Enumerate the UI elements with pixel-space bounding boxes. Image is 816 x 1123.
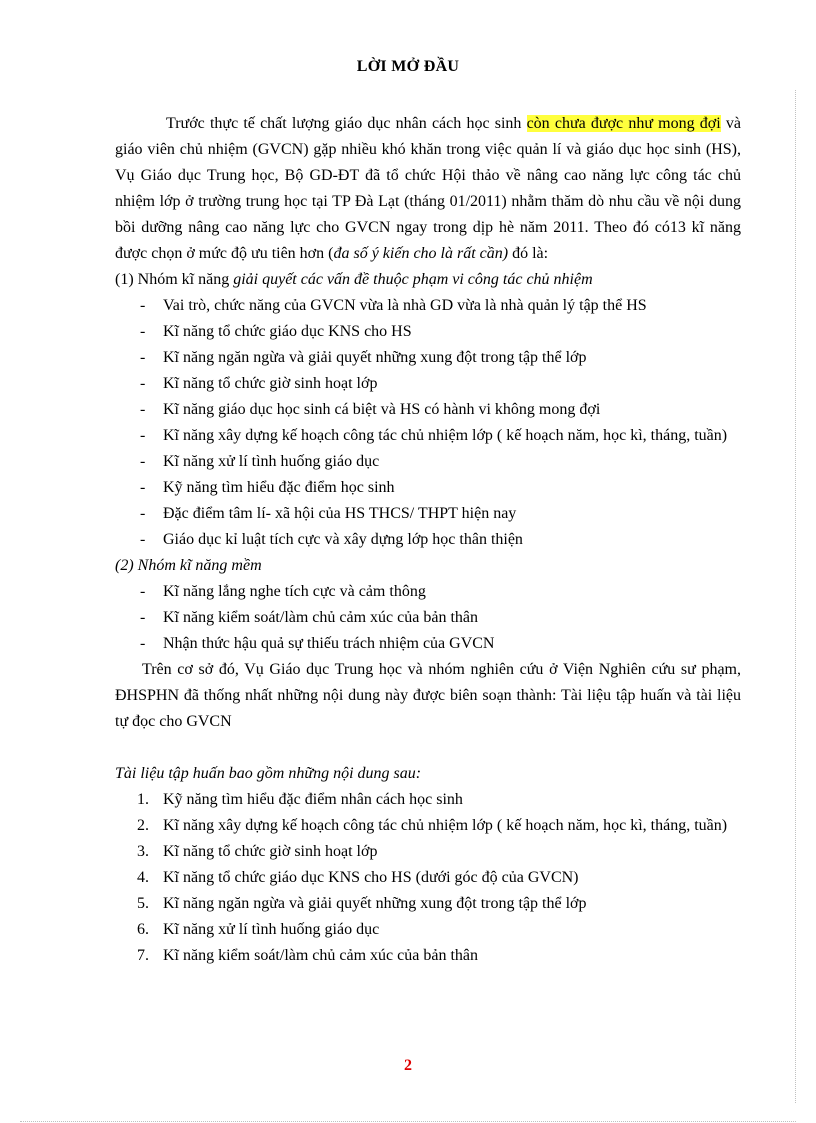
list-item-text: Đặc điểm tâm lí- xã hội của HS THCS/ THPT hiện nay [163,505,517,522]
list-item [115,605,741,631]
list-item [115,397,741,423]
list-item-text: Kĩ năng xây dựng kế hoạch công tác chủ nhiệm lớp ( kế hoạch năm, học kì, tháng, tuần) [163,427,728,444]
group2-heading [115,553,741,579]
dash-marker: - [140,401,146,418]
list-item [115,917,741,943]
list-item-text: Vai trò, chức năng của GVCN vừa là nhà GD vừa là nhà quản lý tập thể HS [163,297,647,314]
dash-marker: - [140,531,146,548]
page-number: 2 [404,1057,412,1074]
list-item-text: Kĩ năng ngăn ngừa và giải quyết những xung đột trong tập thể lớp [163,895,587,912]
continuation-paragraph: Trên cơ sở đó, Vụ Giáo dục Trung học và nhóm nghiên cứu ở Viện Nghiên cứu sư phạm, ĐHSPHN đã thống nhất những nội dung này được biên soạn thành: Tài liệu tập huấn và tài liệu tự đọc cho GVCN [115,661,741,730]
list-item [115,839,741,865]
list-item-text: Kĩ năng tổ chức giáo dục KNS cho HS [163,323,412,340]
group2-list [115,579,741,657]
highlighted-text: còn chưa được như mong đợi [526,115,721,132]
list-item [115,501,741,527]
intro-text-end: đó là: [508,245,549,262]
training-docs-heading: Tài liệu tập huấn bao gồm những nội dung sau: [115,765,422,782]
list-item-text: Kĩ năng giáo dục học sinh cá biệt và HS có hành vi không mong đợi [163,401,601,418]
page-margin-guide-right [795,90,796,1103]
list-item [115,813,741,839]
intro-italic-text: đa số ý kiến cho là rất cần) [333,245,509,262]
list-item-text: Kĩ năng kiểm soát/làm chủ cảm xúc của bản thân [163,609,479,626]
list-number: 3. [137,843,149,860]
dash-marker: - [140,635,146,652]
list-number: 7. [137,947,149,964]
dash-marker: - [140,427,146,444]
group2-heading-text: (2) Nhóm kĩ năng mềm [115,557,262,574]
list-item-text: Kĩ năng xử lí tình huống giáo dục [163,921,380,938]
list-item [115,449,741,475]
dash-marker: - [140,505,146,522]
intro-paragraph [115,111,741,267]
dash-marker: - [140,609,146,626]
list-number: 2. [137,817,149,834]
list-item-text: Nhận thức hậu quả sự thiếu trách nhiệm của GVCN [163,635,495,652]
intro-text-middle: và giáo viên chủ nhiệm (GVCN) gặp nhiều khó khăn trong việc quản lí và giáo dục học sinh (HS), Vụ Giáo dục Trung học, Bộ GD-ĐT đã tổ chức Hội thảo về nâng cao năng lực công tác chủ nhiệm lớp ở trường trung học tại TP Đà Lạt (tháng 01/2011) nhằm thăm dò nhu cầu về nội dung bồi dưỡng nâng cao năng lực cho GVCN ngay trong dịp hè năm 2011. Theo đó có13 kĩ năng được chọn ở mức độ ưu tiên hơn ( [115,115,742,262]
list-item [115,631,741,657]
group1-heading [115,267,741,293]
list-item [115,943,741,969]
page-title: LỜI MỞ ĐẦU [356,58,460,75]
group1-heading-prefix: (1) Nhóm kĩ năng [115,271,234,288]
list-number: 1. [137,791,149,808]
list-item-text: Kỹ năng tìm hiểu đặc điểm học sinh [163,479,395,496]
list-item-text: Kĩ năng kiểm soát/làm chủ cảm xúc của bản thân [163,947,479,964]
dash-marker: - [140,479,146,496]
list-item [115,865,741,891]
list-item [115,475,741,501]
document-body [115,111,741,969]
group1-list [115,293,741,553]
list-item [115,891,741,917]
list-item-text: Kĩ năng ngăn ngừa và giải quyết những xung đột trong tập thể lớp [163,349,587,366]
list-item-text: Kĩ năng tổ chức giờ sinh hoạt lớp [163,843,378,860]
list-item [115,293,741,319]
list-item-text: Kĩ năng tổ chức giờ sinh hoạt lớp [163,375,378,392]
group1-heading-italic: giải quyết các vấn đề thuộc phạm vi công tác chủ nhiệm [233,271,593,288]
list-item [115,319,741,345]
dash-marker: - [140,375,146,392]
list-number: 6. [137,921,149,938]
dash-marker: - [140,323,146,340]
list-item-text: Kĩ năng tổ chức giáo dục KNS cho HS (dưới góc độ của GVCN) [163,869,579,886]
list-item-text: Kĩ năng xây dựng kế hoạch công tác chủ nhiệm lớp ( kế hoạch năm, học kì, tháng, tuần) [163,817,728,834]
intro-text-start: Trước thực tế chất lượng giáo dục nhân cách học sinh [166,115,527,132]
list-item [115,345,741,371]
list-item-text: Kỹ năng tìm hiểu đặc điểm nhân cách học sinh [163,791,463,808]
page-margin-guide-bottom [20,1121,796,1122]
training-docs-list [115,787,741,969]
list-number: 5. [137,895,149,912]
dash-marker: - [140,297,146,314]
list-item-text: Kĩ năng lắng nghe tích cực và cảm thông [163,583,426,600]
list-item [115,423,741,449]
list-item [115,371,741,397]
list-item [115,579,741,605]
paragraph-spacer [115,735,741,761]
list-item-text: Giáo dục kỉ luật tích cực và xây dựng lớp học thân thiện [163,531,523,548]
list-item [115,527,741,553]
list-item [115,787,741,813]
list-number: 4. [137,869,149,886]
dash-marker: - [140,453,146,470]
list-item-text: Kĩ năng xử lí tình huống giáo dục [163,453,380,470]
dash-marker: - [140,583,146,600]
dash-marker: - [140,349,146,366]
